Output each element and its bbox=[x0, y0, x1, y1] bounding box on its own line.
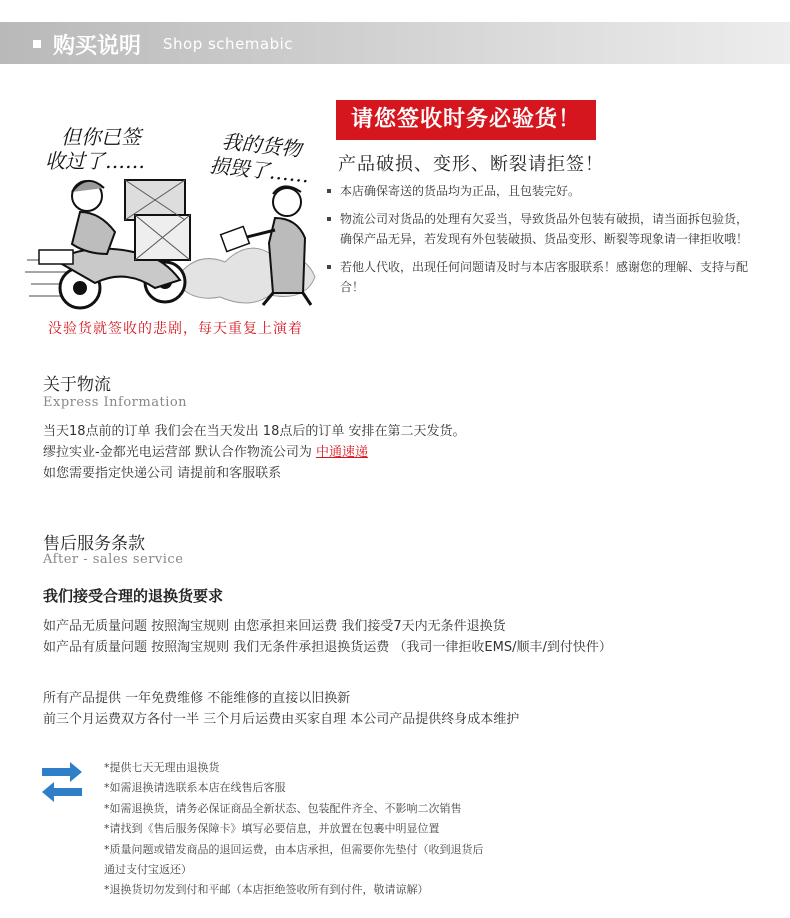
after-sales-title: 售后服务条款 bbox=[43, 534, 145, 554]
notice-list bbox=[326, 181, 756, 305]
policy-line: 如产品无质量问题 按照淘宝规则 由您承担来回运费 我们接受7天内无条件退换货 bbox=[43, 619, 506, 634]
policy-line: 如产品有质量问题 按照淘宝规则 我们无条件承担退换货运费 （我司一律拒收EMS/顺丰/到付快件） bbox=[43, 640, 612, 655]
note-line: *质量问题或错发商品的退回运费，由本店承担，但需要你先垫付（收到退货后 bbox=[104, 842, 484, 856]
note-line: 通过支付宝返还） bbox=[104, 863, 192, 877]
inspect-banner: 请您签收时务必验货！ bbox=[336, 100, 596, 140]
list-item: 本店确保寄送的货品均为正品，且包装完好。 bbox=[326, 181, 756, 201]
exchange-arrows-icon bbox=[40, 760, 84, 804]
list-item: 物流公司对货品的处理有欠妥当，导致货品外包装有破损，请当面拆包验货，确保产品无异，若发现有外包装破损、货品变形、断裂等现象请一律拒收哦！ bbox=[326, 209, 756, 249]
logistics-line: 如您需要指定快递公司 请提前和客服联系 bbox=[43, 466, 282, 481]
section-header bbox=[0, 22, 790, 64]
logistics-line bbox=[43, 442, 743, 463]
bubble-right-line2: 损毁了…… bbox=[208, 153, 311, 188]
logistics-line: 当天18点前的订单 我们会在当天发出 18点后的订单 安排在第二天发货。 bbox=[43, 424, 466, 439]
logistics-info bbox=[43, 421, 743, 484]
note-line: *如需退换请选联系本店在线售后客服 bbox=[104, 781, 286, 795]
note-line: *请找到《售后服务保障卡》填写必要信息，并放置在包裹中明显位置 bbox=[104, 822, 440, 836]
list-item: 若他人代收，出现任何问题请及时与本店客服联系！感谢您的理解、支持与配合！ bbox=[326, 257, 756, 297]
header-subtitle: Shop schemabic bbox=[163, 35, 294, 53]
return-policy-lines bbox=[43, 616, 763, 658]
reject-subtitle: 产品破损、变形、断裂请拒签！ bbox=[338, 154, 604, 175]
bubble-left-line1: 但你已签 bbox=[61, 125, 141, 149]
note-line: *提供七天无理由退换货 bbox=[104, 761, 220, 774]
warranty-line: 前三个月运费双方各付一半 三个月后运费由买家自理 本公司产品提供终身成本维护 bbox=[43, 712, 520, 727]
warranty-line: 所有产品提供 一年免费维修 不能维修的直接以旧换新 bbox=[43, 691, 351, 706]
return-notes bbox=[104, 758, 544, 901]
after-sales-subtitle: After - sales service bbox=[43, 552, 184, 567]
cartoon-caption: 没验货就签收的悲剧，每天重复上演着 bbox=[48, 321, 303, 337]
return-policy-heading: 我们接受合理的退换货要求 bbox=[43, 587, 224, 605]
bubble-right-line1: 我的货物 bbox=[220, 129, 303, 162]
logistics-line-text: 缪拉实业-金都光电运营部 默认合作物流公司为 bbox=[43, 445, 316, 460]
note-line: *退换货切勿发到付和平邮（本店拒绝签收所有到付件，敬请谅解） bbox=[104, 883, 429, 897]
delivery-cartoon-illustration bbox=[25, 110, 335, 315]
logistics-subtitle: Express Information bbox=[43, 395, 188, 410]
header-title: 购买说明 bbox=[53, 34, 142, 59]
logistics-title: 关于物流 bbox=[43, 375, 111, 395]
note-line: *如需退换货，请务必保证商品全新状态、包装配件齐全、不影响二次销售 bbox=[104, 801, 462, 815]
square-icon bbox=[33, 40, 41, 48]
bubble-left-line2: 收过了…… bbox=[45, 149, 145, 173]
courier-link[interactable]: 中通速递 bbox=[315, 445, 368, 460]
warranty-lines bbox=[43, 688, 763, 730]
